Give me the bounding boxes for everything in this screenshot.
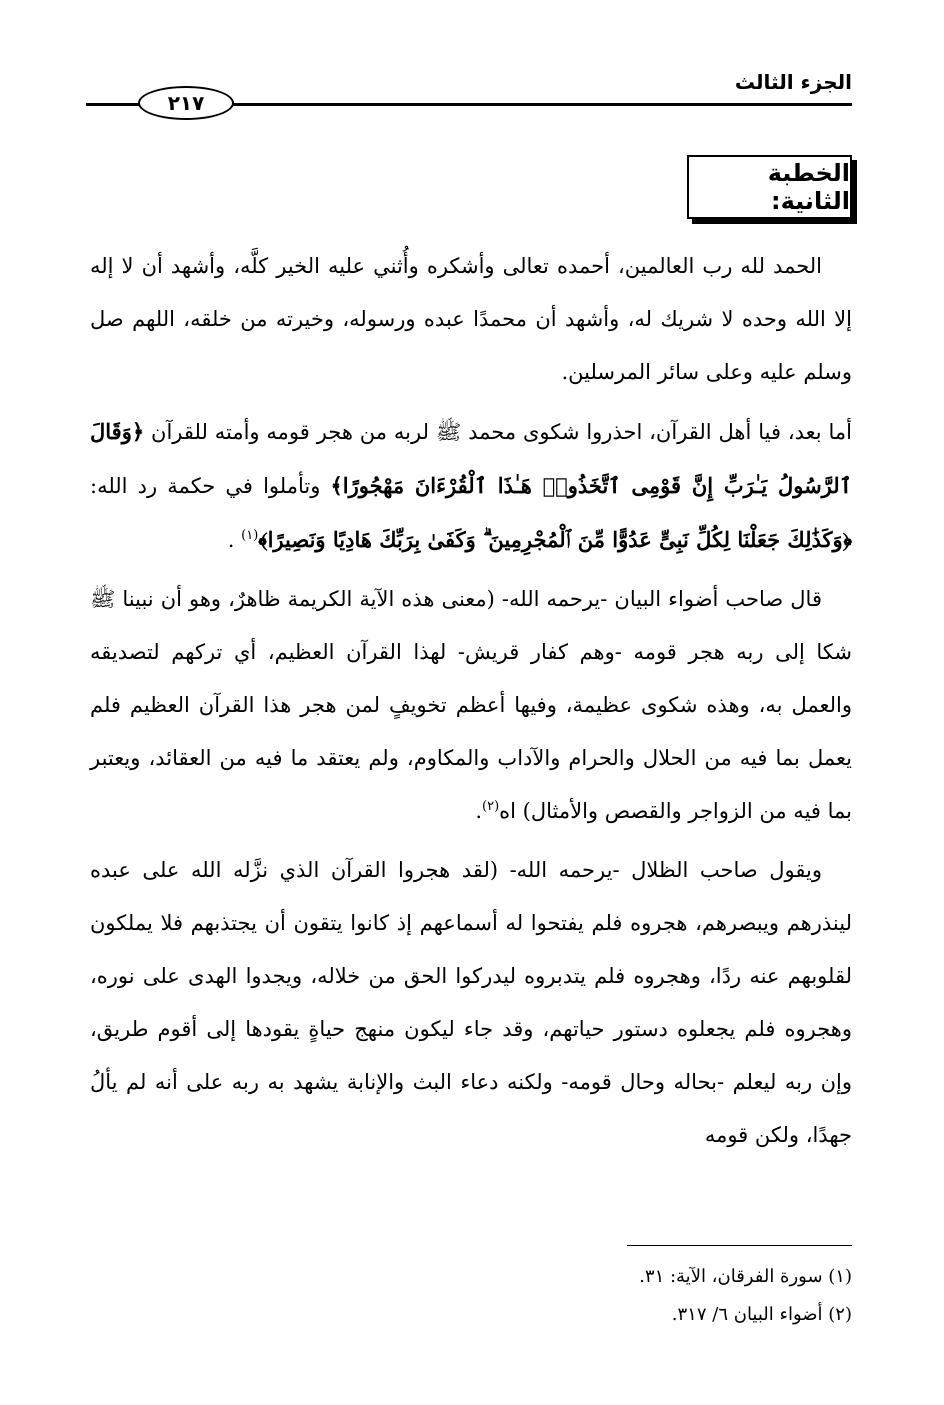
section-heading: الخطبة الثانية: — [767, 159, 850, 215]
paragraph-4: ويقول صاحب الظلال -يرحمه الله- (لقد هجروا القرآن الذي نزَّله الله على عبده لينذرهم ويبصرهم، هجروه فلم يفتحوا له أسماعهم إذ كانوا يتقون أن يجتذبهم فلا يملكون لقلوبهم عنه ردًا، وهجروه فلم يتدبروه ليدركوا الحق من خلاله، ويجدوا الهدى على نوره، وهجروه فلم يجعلوه دستور حياتهم، وقد جاء ليكون منهج حياةٍ يقودها إلى أقوم طريق، وإن ربه ليعلم -بحاله وحال قومه- ولكنه دعاء البث والإنابة يشهد به ربه على أنه لم يألُ جهدًا، ولكن قومه — [90, 858, 852, 1147]
footnote-1: (١) سورة الفرقان، الآية: ٣١. — [639, 1266, 852, 1287]
paragraph-1: الحمد لله رب العالمين، أحمده تعالى وأشكره وأُثني عليه الخير كلَّه، وأشهد أن لا إله إلا الله وحده لا شريك له، وأشهد أن محمدًا عبده ورسوله، وخيرته من خلقه، اللهم صل وسلم عليه وعلى سائر المرسلين. — [90, 254, 852, 384]
quran-verse-1: ﴿وَقَالَ ٱلرَّسُولُ يَـٰرَبِّ إِنَّ قَوْمِى ٱتَّخَذُوا۟ هَـٰذَا ٱلْقُرْءَانَ مَهْجُورًا﴾ — [90, 419, 852, 498]
footnote-separator — [627, 1245, 852, 1246]
quran-verse-2: ﴿وَكَذَٰلِكَ جَعَلْنَا لِكُلِّ نَبِىٍّ عَدُوًّا مِّنَ ٱلْمُجْرِمِينَ ۗ وَكَفَىٰ بِرَبِّكَ هَادِيًا وَنَصِيرًا﴾ — [258, 527, 852, 552]
page-header — [86, 60, 852, 130]
paragraph-2 — [90, 405, 852, 567]
paragraph-2-end: . — [227, 528, 235, 552]
paragraph-2-text-b: وتأملوا في حكمة رد الله: — [90, 474, 321, 498]
section-heading-box — [687, 155, 852, 219]
running-title: الجزء الثالث — [734, 70, 852, 94]
footnote-2: (٢) أضواء البيان ٦/ ٣١٧. — [671, 1304, 852, 1325]
footnotes — [90, 1258, 852, 1334]
paragraph-3 — [90, 573, 852, 838]
footnote-ref-1[interactable]: (١) — [241, 528, 259, 543]
page-number-badge: ٢١٧ — [138, 86, 234, 120]
paragraph-3-end: . — [475, 799, 483, 823]
paragraph-3-text: قال صاحب أضواء البيان -يرحمه الله- (معنى هذه الآية الكريمة ظاهرٌ، وهو أن نبينا ﷺ شكا إلى ربه هجر قومه -وهم كفار قريش- لهذا القرآن العظيم، أي تركهم لتصديقه والعمل به، وهذه شكوى عظيمة، وفيها أعظم تخويفٍ لمن هجر هذا القرآن العظيم فلم يعمل بما فيه من الحلال والحرام والآداب والمكاوم، ولم يعتقد ما فيه من العقائد، ويعتبر بما فيه من الزواجر والقصص والأمثال) اه — [90, 587, 852, 823]
body-text — [90, 240, 852, 1168]
footnote-ref-2[interactable]: (٢) — [482, 799, 500, 814]
paragraph-2-text-a: أما بعد، فيا أهل القرآن، احذروا شكوى محمد ﷺ لربه من هجر قومه وأمته للقرآن — [151, 420, 852, 444]
